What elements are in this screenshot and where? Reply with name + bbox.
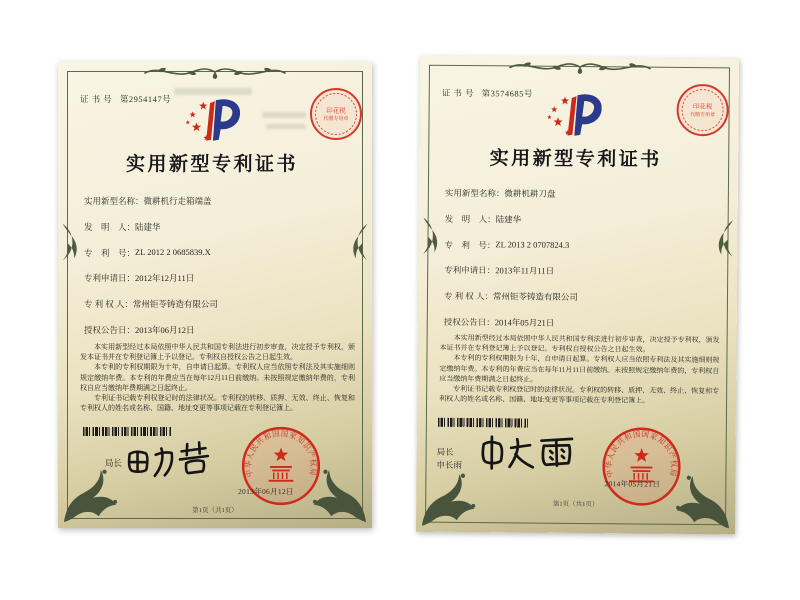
certificate-number-value: 第3574685号 xyxy=(481,88,533,99)
field-utility-model-name: 实用新型名称： 微耕机耕刀盘 xyxy=(444,187,556,199)
field-patentee: 专 利 权 人： 常州钜苓铸造有限公司 xyxy=(84,299,218,310)
barcode xyxy=(83,427,171,436)
field-list xyxy=(84,195,356,350)
sipo-logo-icon xyxy=(182,95,240,144)
stamp-duty-seal-line1: 印花税 xyxy=(692,103,713,111)
bottom-left-flourish-icon xyxy=(62,466,120,524)
certificate-number xyxy=(442,87,533,100)
official-seal-ring-text: 中华人民共和国国家知识产权局 xyxy=(244,428,319,478)
show-through-smudge xyxy=(174,88,252,95)
legal-paragraph-1: 本实用新型经过本局依照中华人民共和国专利法进行初步审查，决定授予专利权，颁发本证书并在专利登记簿上予以登记。专利权自授权公告之日起生效。 xyxy=(80,343,355,362)
certificate-number-value: 第2954147号 xyxy=(119,94,172,104)
stamp-duty-seal-line2: 代缴专用章 xyxy=(323,117,349,122)
commissioner-label: 局长 xyxy=(436,446,454,457)
legal-paragraph-2: 本专利的专利权期限为十年，自申请日起算。专利权人应当依照专利法及其实施细则规定缴纳年费。本专利的年费应当在每年11月11日前缴纳。未按照规定缴纳年费的，专利权自应当缴纳年费期满之日起终止。 xyxy=(439,354,720,384)
top-guilloche-ornament-icon xyxy=(504,58,654,76)
stamp-duty-seal xyxy=(675,83,729,137)
field-patent-number: 专 利 号： ZL 2013 2 0707824.3 xyxy=(444,238,570,250)
certificate-number-label: 证 书 号 xyxy=(441,87,475,99)
sipo-logo-icon xyxy=(543,90,601,140)
field-filing-date: 专利申请日： 2012年12月11日 xyxy=(84,273,195,284)
certificate-number-label: 证 书 号 xyxy=(80,94,113,104)
grant-date-stamp: 2014年05月21日 xyxy=(604,479,661,489)
legal-paragraph-3: 专利证书记载专利权登记时的法律状况。专利权的转移、质押、无效、终止、恢复和专利权人的姓名或名称、国籍、地址变更等事项记载在专利登记簿上。 xyxy=(80,394,355,413)
stamp-duty-seal xyxy=(309,87,363,141)
patent-certificate-left xyxy=(58,62,372,528)
certificate-title: 实用新型专利证书 xyxy=(125,154,298,175)
commissioner-name: 申长雨 xyxy=(436,459,463,470)
commissioner-signature xyxy=(124,439,216,481)
commissioner-block xyxy=(105,457,122,470)
field-inventor: 发 明 人： 陆建华 xyxy=(444,213,522,225)
field-utility-model-name: 实用新型名称： 微耕机行走箱端盖 xyxy=(84,196,212,206)
certificate-title: 实用新型专利证书 xyxy=(489,148,662,171)
certificate-number xyxy=(80,93,171,105)
legal-text xyxy=(439,333,720,407)
barcode xyxy=(438,418,528,428)
official-seal-ring-text: 中华人民共和国国家知识产权局 xyxy=(604,429,679,479)
page-footer: 第1页（共1页） xyxy=(552,500,599,509)
field-patentee: 专 利 权 人： 常州钜苓铸造有限公司 xyxy=(443,291,578,303)
official-seal xyxy=(601,426,682,507)
patent-certificate-right xyxy=(416,56,739,535)
commissioner-block xyxy=(436,446,462,471)
field-patent-number: 专 利 号： ZL 2012 2 0685839.X xyxy=(84,246,211,258)
legal-paragraph-3: 专利证书记载专利权登记时的法律状况。专利权的转移、质押、无效、终止、恢复和专利权人的姓名或名称、国籍、地址变更等事项记载在专利登记簿上。 xyxy=(439,385,720,405)
field-grant-date: 授权公告日： 2014年05月21日 xyxy=(443,316,555,328)
legal-text xyxy=(80,342,355,414)
field-grant-date: 授权公告日： 2013年06月12日 xyxy=(84,324,195,335)
field-inventor: 发 明 人： 陆建华 xyxy=(84,221,161,232)
top-guilloche-ornament-icon xyxy=(140,64,290,81)
page-footer: 第1页（共1页） xyxy=(192,507,238,514)
field-list xyxy=(444,187,722,344)
commissioner-label: 局长 xyxy=(105,458,123,468)
show-through-smudge xyxy=(262,112,306,118)
grant-date-stamp: 2013年06月12日 xyxy=(238,487,294,496)
field-filing-date: 专利申请日： 2013年11月11日 xyxy=(444,265,555,277)
legal-paragraph-2: 本专利的专利权期限为十年，自申请日起算。专利权人应当依照专利法及其实施细则规定缴纳年费。本专利的年费应当在每年12月11日前缴纳。未按照规定缴纳年费的，专利权自应当缴纳年费期满之日起终止。 xyxy=(80,363,355,392)
show-through-smudge xyxy=(266,124,306,129)
stamp-duty-seal-line1: 印花税 xyxy=(326,107,346,115)
stamp-duty-seal-line2: 代缴专用章 xyxy=(690,112,716,119)
commissioner-signature xyxy=(478,431,578,472)
legal-paragraph-1: 本实用新型经过本局依照中华人民共和国专利法进行初步审查，决定授予专利权，颁发本证书并在专利登记簿上予以登记。专利权自授权公告之日起生效。 xyxy=(439,333,720,354)
